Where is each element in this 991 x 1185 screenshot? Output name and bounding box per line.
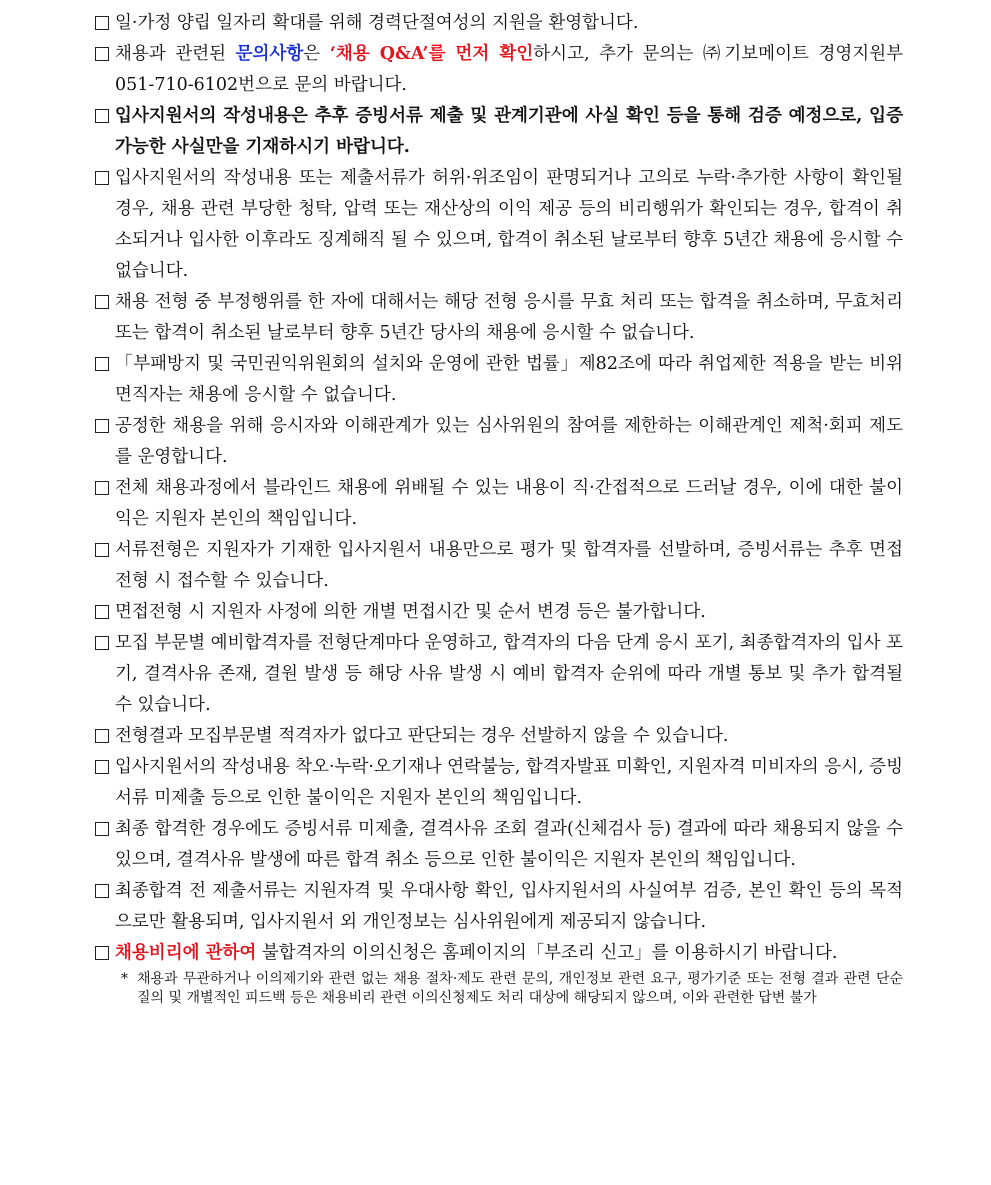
notice-text: 입사지원서의 작성내용 착오·누락·오기재나 연락불능, 합격자발표 미확인, 지원자격 미비자의 응시, 증빙서류 미제출 등으로 인한 불이익은 지원자 본인의 책임입니다. [115, 757, 903, 808]
notice-text: 서류전형은 지원자가 기재한 입사지원서 내용만으로 평가 및 합격자를 선발하며, 증빙서류는 추후 면접전형 시 접수할 수 있습니다. [115, 540, 903, 591]
notice-text: 입사지원서의 작성내용은 추후 증빙서류 제출 및 관계기관에 사실 확인 등을 통해 검증 예정으로, 입증 가능한 사실만을 기재하시기 바랍니다. [115, 106, 903, 157]
notice-item [95, 752, 903, 814]
notice-text: 전형결과 모집부문별 적격자가 없다고 판단되는 경우 선발하지 않을 수 있습니다. [115, 726, 729, 746]
notice-item [95, 287, 903, 349]
checkbox-square-icon [95, 419, 109, 433]
notice-text: 불합격자의 이의신청은 홈페이지의「부조리 신고」를 이용하시기 바랍니다. [256, 943, 838, 963]
notice-item [95, 876, 903, 938]
checkbox-square-icon [95, 171, 109, 185]
notice-text: 하시고, 추가 문의는 ㈜기보메이트 경영지원부 051-710-6102번으로 문의 바랍니다. [115, 44, 904, 95]
notice-text: 면접전형 시 지원자 사정에 의한 개별 면접시간 및 순서 변경 등은 불가합니다. [115, 602, 706, 622]
checkbox-square-icon [95, 729, 109, 743]
footnote-text: 채용과 무관하거나 이의제기와 관련 없는 채용 절차·제도 관련 문의, 개인정보 관련 요구, 평가기준 또는 전형 결과 관련 단순 질의 및 개별적인 피드백 등은 채용비리 관련 이의신청제도 처리 대상에 해당되지 않으며, 이와 관련한 답변 불가 [137, 971, 903, 1006]
notice-text: 전체 채용과정에서 블라인드 채용에 위배될 수 있는 내용이 직·간접적으로 드러날 경우, 이에 대한 불이익은 지원자 본인의 책임입니다. [115, 478, 903, 529]
highlighted-text: 문의사항 [235, 44, 304, 64]
notice-text: 공정한 채용을 위해 응시자와 이해관계가 있는 심사위원의 참여를 제한하는 이해관계인 제척·회피 제도를 운영합니다. [115, 416, 903, 467]
notice-text: 최종 합격한 경우에도 증빙서류 미제출, 결격사유 조회 결과(신체검사 등) 결과에 따라 채용되지 않을 수 있으며, 결격사유 발생에 따른 합격 취소 등으로 인한 불이익은 지원자 본인의 책임입니다. [115, 819, 903, 870]
notice-item [95, 349, 903, 411]
checkbox-square-icon [95, 47, 109, 61]
footnote [95, 970, 903, 1008]
notice-item [95, 473, 903, 535]
notice-text: 채용과 관련된 [115, 44, 236, 64]
notice-item [95, 628, 903, 721]
checkbox-square-icon [95, 109, 109, 123]
notice-item [95, 938, 903, 969]
notice-item [95, 411, 903, 473]
notice-text: 일·가정 양립 일자리 확대를 위해 경력단절여성의 지원을 환영합니다. [115, 13, 639, 33]
notice-item [95, 597, 903, 628]
notice-item [95, 721, 903, 752]
checkbox-square-icon [95, 16, 109, 30]
notice-text: 채용 전형 중 부정행위를 한 자에 대해서는 해당 전형 응시를 무효 처리 또는 합격을 취소하며, 무효처리 또는 합격이 취소된 날로부터 향후 5년간 당사의 채용에 응시할 수 없습니다. [115, 292, 903, 343]
notice-item [95, 535, 903, 597]
checkbox-square-icon [95, 357, 109, 371]
highlighted-text: 채용비리에 관하여 [115, 943, 257, 963]
checkbox-square-icon [95, 543, 109, 557]
notice-text: 최종합격 전 제출서류는 지원자격 및 우대사항 확인, 입사지원서의 사실여부 검증, 본인 확인 등의 목적으로만 활용되며, 입사지원서 외 개인정보는 심사위원에게 제공되지 않습니다. [115, 881, 903, 932]
notice-list [95, 8, 903, 1008]
checkbox-square-icon [95, 884, 109, 898]
checkbox-square-icon [95, 760, 109, 774]
checkbox-square-icon [95, 822, 109, 836]
checkbox-square-icon [95, 481, 109, 495]
notice-text: 은 [303, 44, 330, 64]
notice-text: 모집 부문별 예비합격자를 전형단계마다 운영하고, 합격자의 다음 단계 응시 포기, 최종합격자의 입사 포기, 결격사유 존재, 결원 발생 등 해당 사유 발생 시 예비 합격자 순위에 따라 개별 통보 및 추가 합격될 수 있습니다. [115, 633, 903, 715]
notice-item [95, 39, 903, 101]
checkbox-square-icon [95, 605, 109, 619]
checkbox-square-icon [95, 946, 109, 960]
highlighted-text: ‘채용 Q&A’를 먼저 확인 [329, 44, 534, 64]
notice-item [95, 814, 903, 876]
notice-text: 입사지원서의 작성내용 또는 제출서류가 허위·위조임이 판명되거나 고의로 누락·추가한 사항이 확인될 경우, 채용 관련 부당한 청탁, 압력 또는 재산상의 이익 제공 등의 비리행위가 확인되는 경우, 합격이 취소되거나 입사한 이후라도 징계해직 될 수 있으며, 합격이 취소된 날로부터 향후 5년간 채용에 응시할 수 없습니다. [115, 168, 903, 281]
checkbox-square-icon [95, 295, 109, 309]
notice-item [95, 163, 903, 287]
footnote-marker: * [121, 971, 128, 987]
notice-item [95, 101, 903, 163]
checkbox-square-icon [95, 636, 109, 650]
notice-text: 「부패방지 및 국민권익위원회의 설치와 운영에 관한 법률」제82조에 따라 취업제한 적용을 받는 비위면직자는 채용에 응시할 수 없습니다. [115, 354, 904, 405]
notice-item [95, 8, 903, 39]
